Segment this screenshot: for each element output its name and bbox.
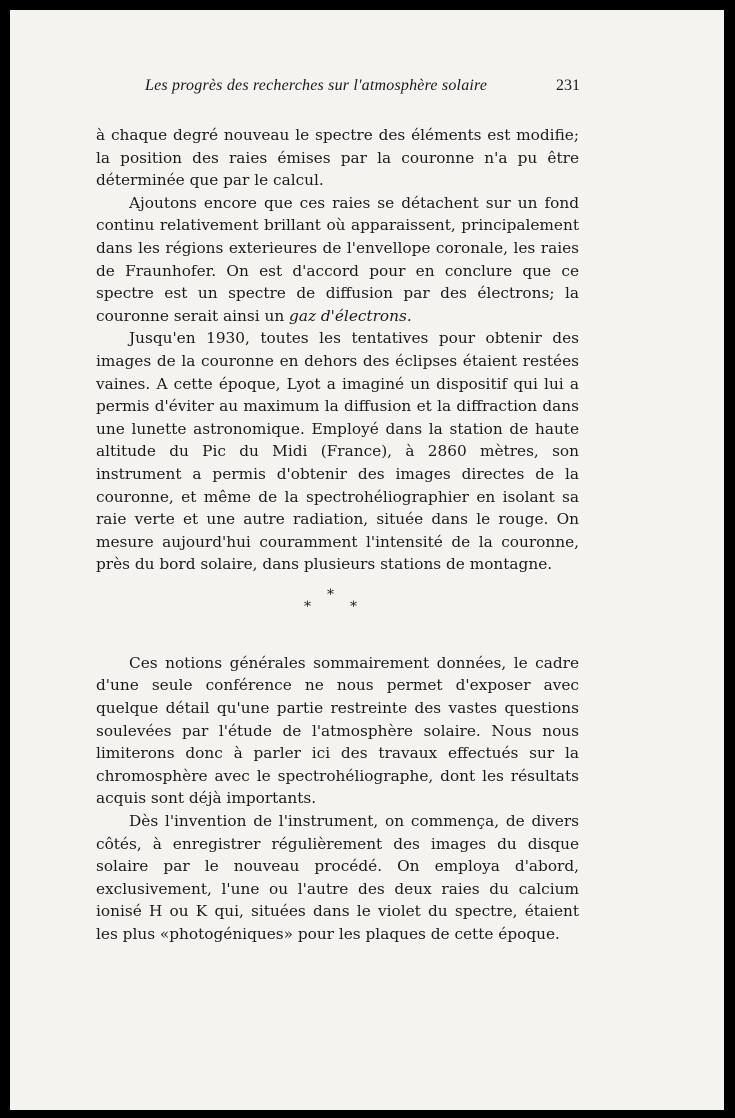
book-page [10, 10, 724, 1110]
running-title: Les progrès des recherches sur l'atmosphère solaire [145, 77, 488, 94]
asterism-star-left: * [304, 598, 311, 615]
paragraph-3: Jusqu'en 1930, toutes les tentatives pour obtenir des images de la couronne en dehors des éclipses étaient restées vaines. A cette époque, Lyot a imaginé un dispositif qui lui a permis d'éviter au maximum la diffusion et la diffraction dans une lunette astronomique. Employé dans la station de haute altitude du Pic du Midi (France), à 2860 mètres, son instrument a permis d'obtenir des images directes de la couronne, et même de la spectrohéliographier en isolant sa raie verte et une autre radiation, située dans le rouge. On mesure aujourd'hui couramment l'intensité de la couronne, près du bord solaire, dans plusieurs stations de montagne. [96, 329, 579, 574]
paragraph-4: Ces notions générales sommairement données, le cadre d'une seule conférence ne nous permet d'exposer avec quelque détail qu'une partie restreinte des vastes questions soulevées par l'étude de l'atmosphère solaire. Nous nous limiterons donc à parler ici des travaux effectués sur la chromosphère avec le spectrohéliographe, dont les résultats acquis sont déjà importants. [96, 653, 579, 808]
paragraph-2 [96, 192, 579, 328]
page-number: 231 [556, 77, 580, 94]
asterism-star-top: * [327, 586, 334, 603]
paragraph-2-italic: gaz d'électrons. [289, 306, 412, 325]
asterism-star-right: * [350, 598, 357, 615]
asterism [96, 588, 579, 622]
paragraph-5: Dès l'invention de l'instrument, on commença, de divers côtés, à enregistrer régulièrement des images du disque solaire par le nouveau procédé. On employa d'abord, exclusivement, l'une ou l'autre des deux raies du calcium ionisé H ou K qui, situées dans le violet du spectre, étaient les plus «photogéniques» pour les plaques de cette époque. [96, 812, 579, 943]
running-head [145, 76, 580, 96]
paragraph-2-text: Ajoutons encore que ces raies se détachent sur un fond continu relativement brillant où apparaissent, principalement dans les régions exterieures de l'envellope coronale, les raies de Fraunhofer. On est d'accord pour en conclure que ce spectre est un spectre de diffusion par des électrons; la couronne serait ainsi un [96, 193, 579, 325]
paragraph-1: à chaque degré nouveau le spectre des éléments est modifie; la position des raies émises par la couronne n'a pu être déterminée que par le calcul. [96, 126, 579, 190]
body-text [96, 124, 579, 946]
